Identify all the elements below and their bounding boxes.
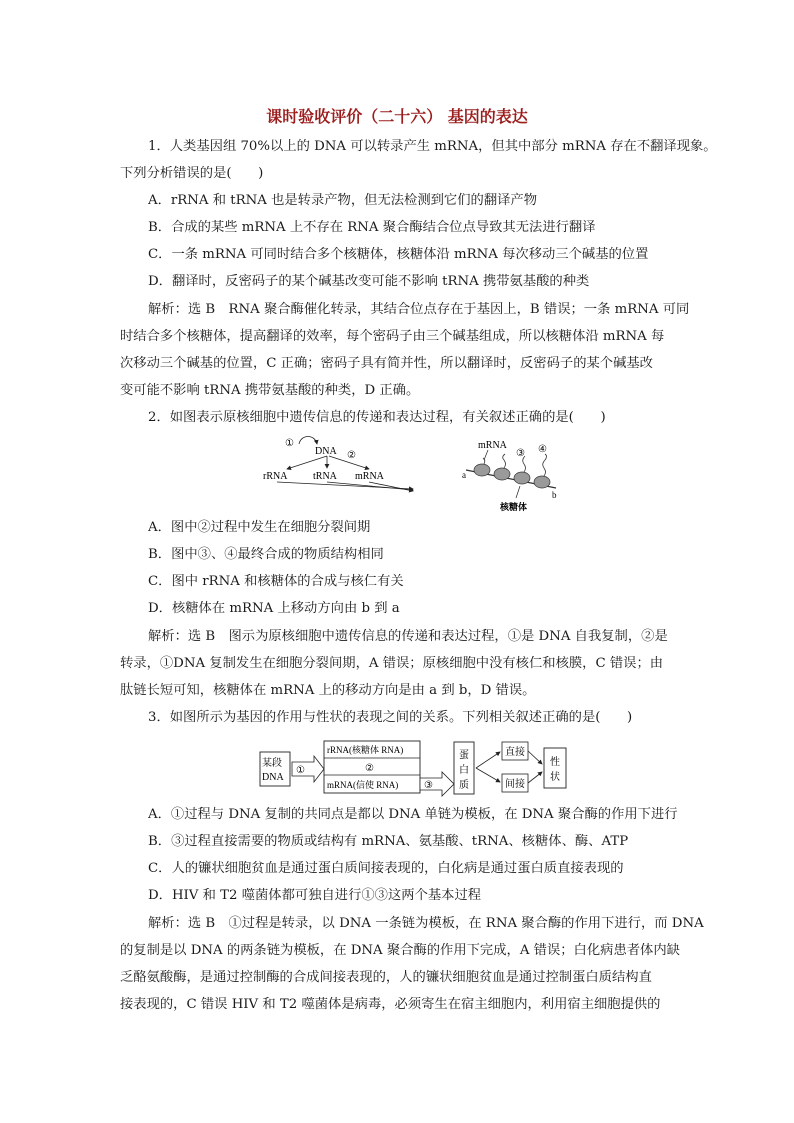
ribosome-3 <box>514 472 530 484</box>
direct-branch-arrow <box>476 752 500 768</box>
q1-option-c: C．一条 mRNA 可同时结合多个核糖体，核糖体沿 mRNA 每次移动三个碱基的位置 <box>148 247 649 262</box>
diagram-a-label: a <box>462 470 466 480</box>
q1-analysis-line-3: 次移动三个碱基的位置，C 正确；密码子具有简并性，所以翻译时，反密码子的某个碱基改 <box>120 356 653 371</box>
diagram-mark-1: ① <box>285 438 294 449</box>
indirect-branch-arrow <box>476 768 500 782</box>
q2-option-d: D．核糖体在 mRNA 上移动方向由 b 到 a <box>148 601 400 616</box>
q3-analysis-line-3: 乏酪氨酸酶，是通过控制酶的合成间接表现的，人的镰状细胞贫血是通过控制蛋白质结构直 <box>120 970 652 985</box>
q2-analysis-line-3: 肽链长短可知，核糖体在 mRNA 上的移动方向是由 a 到 b，D 错误。 <box>120 683 536 698</box>
page-title: 课时验收评价（二十六） 基因的表达 <box>266 107 528 126</box>
mrna-pointer-line <box>484 450 488 460</box>
indirect-to-trait-arrow <box>528 772 542 783</box>
q3-option-a: A．①过程与 DNA 复制的共同点是都以 DNA 单链为模板，在 DNA 聚合酶的作用下进行 <box>148 807 678 822</box>
q1-analysis-line-2: 时结合多个核糖体，提高翻译的效率，每个密码子由三个碱基组成，所以核糖体沿 mRNA 每 <box>120 329 665 344</box>
dna-to-rrna-arrow <box>287 456 327 469</box>
q1-option-b: B．合成的某些 mRNA 上不存在 RNA 聚合酶结合位点导致其无法进行翻译 <box>148 220 596 235</box>
q2-analysis-line-1: 解析：选 B 图示为原核细胞中遗传信息的传递和表达过程，①是 DNA 自我复制，②是 <box>148 629 668 644</box>
dna-box-line-1: 某段 <box>262 758 282 769</box>
diagram-b-label: b <box>552 490 557 500</box>
q1-analysis-line-4: 变可能不影响 tRNA 携带氨基酸的种类，D 正确。 <box>120 383 420 398</box>
diagram-mrna-label: mRNA <box>355 471 384 482</box>
indirect-label: 间接 <box>505 779 525 790</box>
q1-option-d: D．翻译时，反密码子的某个碱基改变可能不影响 tRNA 携带氨基酸的种类 <box>148 274 590 289</box>
diagram-rrna-label: rRNA <box>263 471 288 482</box>
protein-char-2: 白 <box>459 765 469 776</box>
q1-stem-line-2: 下列分析错误的是( ) <box>120 166 264 181</box>
ribosome-1 <box>474 464 490 476</box>
peptide-chain-2 <box>503 454 506 468</box>
translation-ribosome-diagram <box>458 436 570 514</box>
q2-stem: 2．如图表示原核细胞中遗传信息的传递和表达过程，有关叙述正确的是( ) <box>148 410 606 425</box>
direct-label: 直接 <box>505 747 525 758</box>
gene-trait-relationship-diagram <box>258 738 578 800</box>
q1-stem-line-1: 1．人类基因组 70%以上的 DNA 可以转录产生 mRNA，但其中部分 mRNA 存在不翻译现象。 <box>148 139 717 154</box>
protein-char-3: 质 <box>459 780 469 791</box>
diagram-mark-3: ③ <box>424 780 433 791</box>
diagram-mrna-label: mRNA <box>478 440 507 451</box>
ribosome-pointer-line <box>516 486 520 498</box>
q3-option-b: B．③过程直接需要的物质或结构有 mRNA、氨基酸、tRNA、核糖体、酶、ATP <box>148 834 629 849</box>
direct-to-trait-arrow <box>528 751 542 764</box>
q2-option-b: B．图中③、④最终合成的物质结构相同 <box>148 547 384 562</box>
q3-analysis-line-2: 的复制是以 DNA 的两条链为模板，在 DNA 聚合酶的作用下完成，A 错误；白化病患者体内缺 <box>120 943 680 958</box>
dna-box-line-2: DNA <box>262 772 284 783</box>
q3-analysis-line-4: 接表现的，C 错误 HIV 和 T2 噬菌体是病毒，必须寄生在宿主细胞内，利用宿主细胞提供的 <box>120 997 661 1012</box>
q1-analysis-line-1: 解析：选 B RNA 聚合酶催化转录，其结合位点存在于基因上，B 错误；一条 mRNA 可同 <box>148 302 690 317</box>
replication-loop-arrow <box>299 437 317 445</box>
q3-stem: 3．如图所示为基因的作用与性状的表现之间的关系。下列相关叙述正确的是( ) <box>148 710 633 725</box>
q3-option-d: D．HIV 和 T2 噬菌体都可独自进行①③这两个基本过程 <box>148 888 482 903</box>
q1-option-a: A．rRNA 和 tRNA 也是转录产物，但无法检测到它们的翻译产物 <box>148 193 538 208</box>
trait-char-2: 状 <box>550 772 560 783</box>
protein-char-1: 蛋 <box>459 750 469 761</box>
rrna-label: rRNA(核糖体 RNA) <box>327 745 404 755</box>
ribosome-4 <box>534 476 550 488</box>
q3-option-c: C．人的镰状细胞贫血是通过蛋白质间接表现的，白化病是通过蛋白质直接表现的 <box>148 861 624 876</box>
trna-converge-arrow <box>327 482 413 490</box>
diagram-mark-2: ② <box>347 450 356 461</box>
diagram-ribosome-label: 核糖体 <box>500 502 528 512</box>
diagram-mark-4: ④ <box>538 444 547 455</box>
diagram-mark-2: ② <box>365 763 374 774</box>
diagram-mark-3: ③ <box>516 448 525 459</box>
q2-analysis-line-2: 转录，①DNA 复制发生在细胞分裂间期，A 错误；原核细胞中没有核仁和核膜，C 错误；由 <box>120 656 664 671</box>
trait-char-1: 性 <box>550 757 560 768</box>
q3-analysis-line-1: 解析：选 B ①过程是转录，以 DNA 一条链为模板，在 RNA 聚合酶的作用下进行，而 DNA <box>148 916 704 931</box>
diagram-trna-label: tRNA <box>313 471 337 482</box>
peptide-chain-4 <box>543 454 547 476</box>
q2-option-a: A．图中②过程中发生在细胞分裂间期 <box>148 520 371 535</box>
diagram-dna-label: DNA <box>315 446 337 457</box>
ribosome-2 <box>494 468 510 480</box>
q2-option-c: C．图中 rRNA 和核糖体的合成与核仁有关 <box>148 574 404 589</box>
dna-rna-flow-diagram <box>255 436 425 496</box>
mrna-label: mRNA(信使 RNA) <box>327 780 399 790</box>
diagram-mark-1: ① <box>296 765 305 776</box>
